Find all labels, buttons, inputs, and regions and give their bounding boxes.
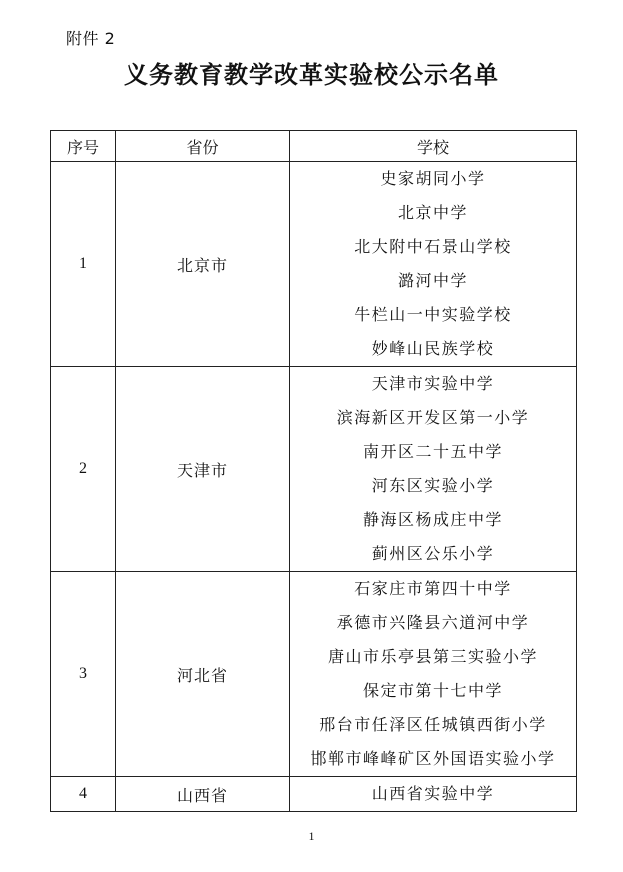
school-name: 潞河中学 — [397, 271, 468, 290]
row-seq: 3 — [51, 572, 116, 777]
school-name: 牛栏山一中实验学校 — [354, 305, 512, 324]
table-row — [51, 777, 577, 812]
school-name: 唐山市乐亭县第三实验小学 — [327, 647, 538, 666]
row-province: 天津市 — [116, 367, 290, 572]
column-header-province: 省份 — [116, 131, 290, 162]
school-name: 承德市兴隆县六道河中学 — [336, 613, 530, 632]
row-province: 北京市 — [116, 162, 290, 367]
school-name: 邯郸市峰峰矿区外国语实验小学 — [310, 749, 556, 768]
column-header-seq: 序号 — [51, 131, 116, 162]
school-name: 静海区杨成庄中学 — [362, 510, 503, 529]
row-schools — [290, 162, 577, 367]
row-schools — [290, 572, 577, 777]
page-number: 1 — [308, 829, 315, 843]
row-province: 山西省 — [116, 777, 290, 812]
school-name: 山西省实验中学 — [371, 784, 495, 803]
table-header-row — [51, 131, 577, 162]
school-name: 妙峰山民族学校 — [371, 339, 495, 358]
row-province: 河北省 — [116, 572, 290, 777]
school-name: 滨海新区开发区第一小学 — [336, 408, 530, 427]
school-list-table — [50, 130, 577, 812]
school-name: 天津市实验中学 — [371, 374, 495, 393]
row-seq: 4 — [51, 777, 116, 812]
school-name: 南开区二十五中学 — [362, 442, 503, 461]
school-name: 蓟州区公乐小学 — [371, 544, 495, 563]
school-name: 邢台市任泽区任城镇西街小学 — [319, 715, 547, 734]
column-header-school: 学校 — [290, 131, 577, 162]
school-name: 石家庄市第四十中学 — [354, 579, 512, 598]
school-name: 北大附中石景山学校 — [354, 237, 512, 256]
table-row — [51, 367, 577, 572]
table-row — [51, 162, 577, 367]
row-schools — [290, 777, 577, 812]
school-name: 河东区实验小学 — [371, 476, 495, 495]
row-seq: 1 — [51, 162, 116, 367]
attachment-label: 附件 2 — [66, 29, 116, 48]
row-schools — [290, 367, 577, 572]
school-name: 史家胡同小学 — [380, 169, 486, 188]
school-name: 北京中学 — [397, 203, 468, 222]
document-title: 义务教育教学改革实验校公示名单 — [124, 60, 499, 89]
school-name: 保定市第十七中学 — [362, 681, 503, 700]
row-seq: 2 — [51, 367, 116, 572]
table-row — [51, 572, 577, 777]
